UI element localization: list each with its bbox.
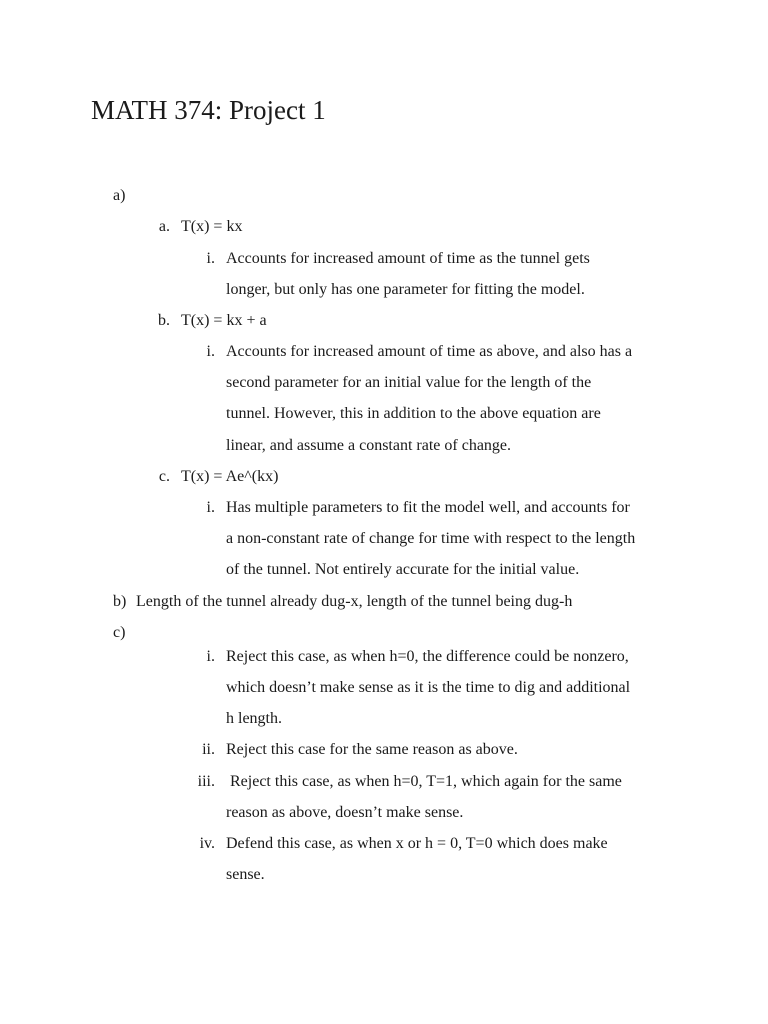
part-a-item-b-sub-line: linear, and assume a constant rate of change.	[226, 437, 512, 454]
part-c-item-line: reason as above, doesn’t make sense.	[226, 804, 464, 821]
part-c-item-ii-marker: ii.	[202, 741, 215, 758]
part-c-item-iv-marker: iv.	[199, 835, 215, 852]
part-a-item-b-sub-line: second parameter for an initial value for the length of the	[226, 374, 592, 391]
part-c-item-iii-marker: iii.	[197, 773, 215, 790]
part-c-item-line: which doesn’t make sense as it is the time to dig and additional	[226, 679, 631, 696]
part-c-item-line: Defend this case, as when x or h = 0, T=0 which does make	[226, 835, 608, 852]
part-a-item-a-sub-marker: i.	[206, 250, 215, 267]
part-a-item-c-sub-line: Has multiple parameters to fit the model well, and accounts for	[226, 499, 630, 516]
part-b-marker: b)	[113, 593, 127, 610]
part-c-item-line: sense.	[226, 866, 265, 883]
part-a-item-c-sub-line: of the tunnel. Not entirely accurate for the initial value.	[226, 561, 580, 578]
part-c-item-line: Reject this case, as when h=0, the difference could be nonzero,	[226, 648, 629, 665]
part-a-marker: a)	[113, 187, 126, 204]
part-a-item-b-sub-marker: i.	[206, 343, 215, 360]
part-a-item-a-marker: a.	[158, 218, 170, 235]
document-title: MATH 374: Project 1	[91, 95, 326, 125]
part-a-item-c-equation: T(x) = Ae^(kx)	[181, 468, 279, 485]
part-b-text: Length of the tunnel already dug-x, length of the tunnel being dug-h	[136, 593, 573, 610]
part-a-item-a-equation: T(x) = kx	[181, 218, 243, 235]
part-a-item-b-sub-line: tunnel. However, this in addition to the above equation are	[226, 405, 601, 422]
part-a-item-a-sub-line: Accounts for increased amount of time as the tunnel gets	[226, 250, 590, 267]
part-a-item-a-sub-line: longer, but only has one parameter for fitting the model.	[226, 281, 585, 298]
part-c-item-line: Reject this case for the same reason as above.	[226, 741, 518, 758]
part-a-item-c-sub-marker: i.	[206, 499, 215, 516]
part-a-item-c-sub-line: a non-constant rate of change for time with respect to the length	[226, 530, 636, 547]
part-c-marker: c)	[113, 624, 126, 641]
part-a-item-b-marker: b.	[158, 312, 170, 329]
part-c-item-i-marker: i.	[206, 648, 215, 665]
part-c-item-line: h length.	[226, 710, 282, 727]
part-a-item-b-sub-line: Accounts for increased amount of time as above, and also has a	[226, 343, 633, 360]
part-a-item-c-marker: c.	[158, 468, 170, 485]
part-c-item-line: Reject this case, as when h=0, T=1, which again for the same	[226, 773, 622, 790]
part-a-item-b-equation: T(x) = kx + a	[181, 312, 267, 329]
